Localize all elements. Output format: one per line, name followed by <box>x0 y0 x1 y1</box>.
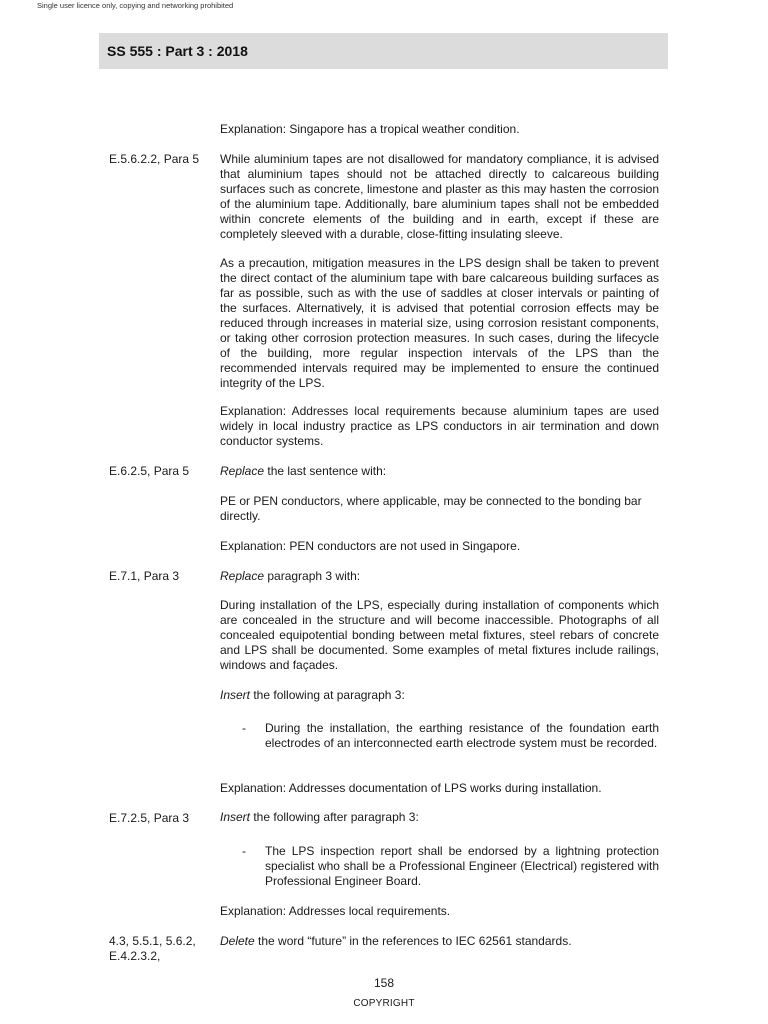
bullet-dash: - <box>242 721 246 735</box>
document-header-bar <box>99 33 668 69</box>
clause-ref-line-2: E.4.2.3.2, <box>109 949 161 963</box>
clause-e625-instruction <box>220 464 659 479</box>
instruction-text: the word “future” in the references to IEC 62561 standards. <box>254 934 572 948</box>
instruction-text: paragraph 3 with: <box>264 569 361 583</box>
clause-ref-e625: E.6.2.5, Para 5 <box>109 464 190 478</box>
copyright-footer: COPYRIGHT <box>353 998 415 1009</box>
clause-ref-line-1: 4.3, 5.5.1, 5.6.2, <box>109 934 196 948</box>
clause-last-instruction <box>220 934 659 949</box>
instruction-text: the following at paragraph 3: <box>250 688 405 702</box>
clause-e71-bullet: During the installation, the earthing resistance of the foundation earth electrodes of an interconnected earth electrode system must be recorded. <box>265 721 659 750</box>
clause-e725-bullet: The LPS inspection report shall be endorsed by a lightning protection specialist who shall be a Professional Engineer (Electrical) registered with Professional Engineer Board. <box>265 844 659 888</box>
bullet-dash: - <box>242 844 246 858</box>
instruction-text: the following after paragraph 3: <box>250 810 419 824</box>
clause-e725-instruction <box>220 810 659 825</box>
instruction-verb: Insert <box>220 688 251 702</box>
instruction-verb: Delete <box>220 934 255 948</box>
clause-e625-explanation: Explanation: PEN conductors are not used in Singapore. <box>220 539 521 553</box>
clause-e71-instruction-2 <box>220 688 659 703</box>
clause-e5622-paragraph-1: While aluminium tapes are not disallowed for mandatory compliance, it is advised that aluminium tapes should not be attached directly to calcareous building surfaces such as concrete, limestone and plaster as this may hasten the corrosion of the aluminium tape. Additionally, bare aluminium tapes shall not be embedded within concrete elements of the building and in earth, except if these are completely sleeved with a durable, close-fitting insulating sleeve. <box>220 152 659 241</box>
clause-ref-e5622: E.5.6.2.2, Para 5 <box>109 152 200 166</box>
clause-e71-instruction <box>220 569 659 584</box>
clause-e71-paragraph: During installation of the LPS, especially during installation of components which are concealed in the structure and will become inaccessible. Photographs of all concealed equipotential bonding between metal fixtures, steel rebars of concrete and LPS shall be documented. Some examples of metal fixtures include railings, windows and façades. <box>220 598 659 672</box>
instruction-verb: Insert <box>220 810 251 824</box>
clause-e5622-explanation: Explanation: Addresses local requirements because aluminium tapes are used widely in local industry practice as LPS conductors in air termination and down conductor systems. <box>220 404 659 448</box>
instruction-verb: Replace <box>220 569 265 583</box>
instruction-verb: Replace <box>220 464 265 478</box>
licence-notice: Single user licence only, copying and networking prohibited <box>37 1 234 10</box>
clause-e5622-paragraph-2: As a precaution, mitigation measures in the LPS design shall be taken to prevent the direct contact of the aluminium tape with bare calcareous building surfaces as far as possible, such as with the use of saddles at closer intervals or painting of the surfaces. Alternatively, it is advised that potential corrosion effects may be reduced through increases in material size, using corrosion resistant components, or taking other corrosion protection measures. In such cases, during the lifecycle of the building, more regular inspection intervals of the LPS than the recommended intervals required may be implemented to ensure the continued integrity of the LPS. <box>220 256 659 390</box>
clause-e71-explanation: Explanation: Addresses documentation of LPS works during installation. <box>220 781 602 795</box>
clause-ref-e71: E.7.1, Para 3 <box>109 569 180 583</box>
clause-ref-e725: E.7.2.5, Para 3 <box>109 811 190 825</box>
document-title: SS 555 : Part 3 : 2018 <box>107 43 248 59</box>
clause-e725-explanation: Explanation: Addresses local requirements. <box>220 904 451 918</box>
clause-ref-last <box>109 934 214 964</box>
clause-e625-paragraph: PE or PEN conductors, where applicable, may be connected to the bonding bar directly. <box>220 494 642 523</box>
intro-explanation: Explanation: Singapore has a tropical weather condition. <box>220 122 520 136</box>
instruction-text: the last sentence with: <box>264 464 387 478</box>
page-number: 158 <box>373 976 395 990</box>
